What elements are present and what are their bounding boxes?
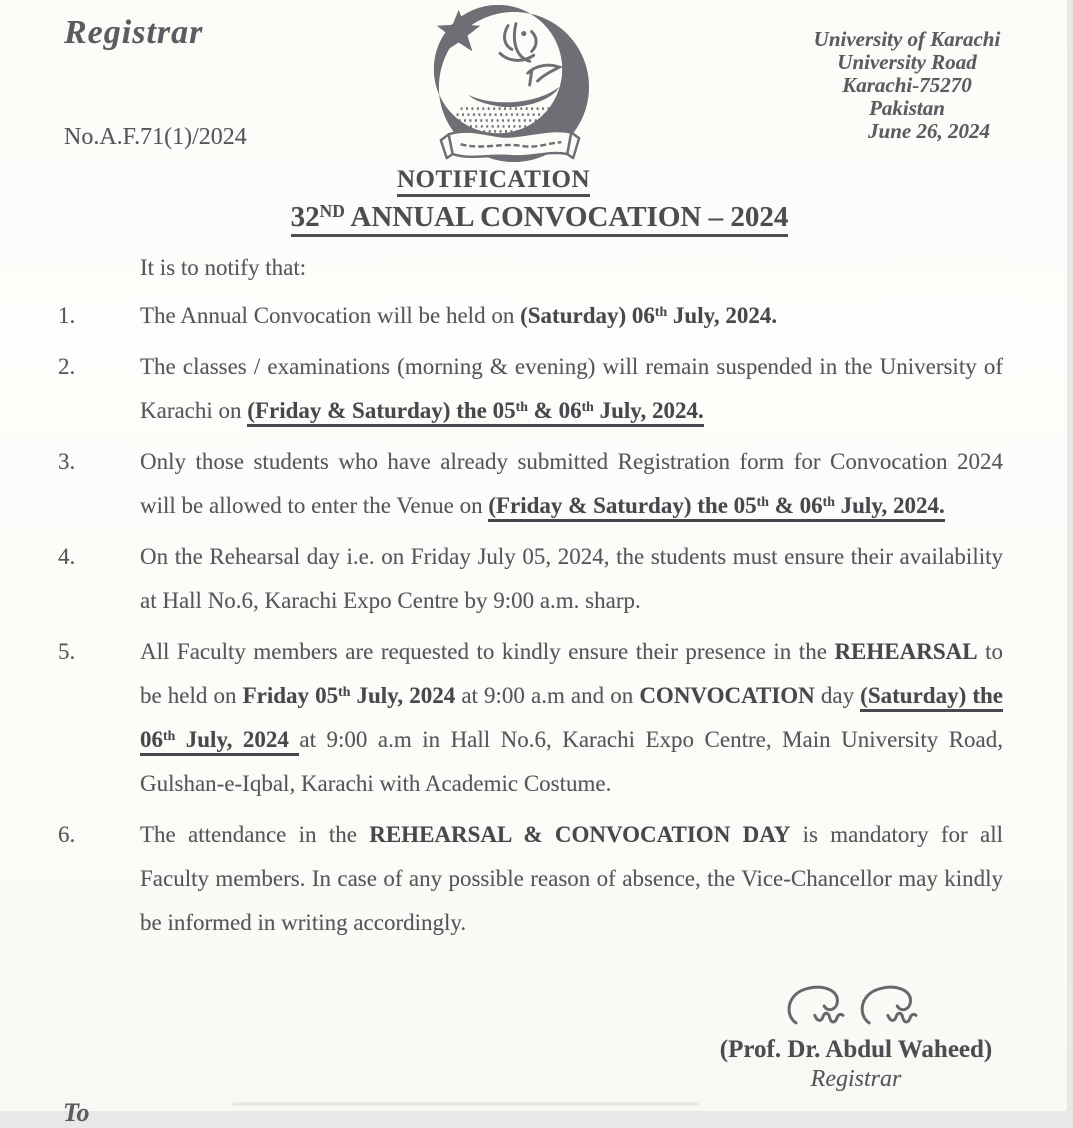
text-part: at 9:00 a.m in Hall No.6, Karachi Expo Centre, Main University Road, Gulshan-e-Iqbal, Karachi with Academic Costume. (140, 727, 1003, 796)
text-segment (140, 544, 1003, 613)
text-segment (247, 398, 703, 427)
text-segment (291, 201, 789, 233)
crescent-star-emblem-icon (412, 2, 600, 162)
text-part: All Faculty members are requested to kindly ensure their presence in the (140, 639, 835, 664)
text-part: Only those students who have already submitted Registration form for Convocation 2024 will be allowed to enter the Venue on (140, 449, 1003, 518)
text-segment (140, 822, 369, 847)
text-part: ANNUAL CONVOCATION – 2024 (344, 201, 789, 233)
ordinal-superscript: th (581, 399, 594, 415)
notification-item (58, 813, 1003, 945)
text-part: (Saturday) the 06 (140, 683, 1003, 752)
notification-list (58, 294, 1003, 945)
university-seal-logo (412, 2, 600, 162)
item-text (140, 813, 1003, 945)
notification-item (58, 630, 1003, 806)
signatory-title: Registrar (810, 1066, 902, 1092)
text-part: The attendance in the (140, 822, 370, 847)
text-part: to be held on (140, 639, 1004, 708)
text-segment (455, 683, 639, 708)
item-text (140, 630, 1003, 806)
text-part: day (814, 683, 861, 708)
text-part: & 06 (768, 493, 823, 518)
item-number: 2. (58, 354, 76, 379)
letter-date: June 26, 2024 (868, 119, 990, 143)
text-segment (488, 493, 944, 522)
text-segment (815, 683, 860, 708)
item-text (140, 440, 1003, 528)
text-part: On the Rehearsal day i.e. on Friday July 05, 2024, the students must ensure their availability at Hall No.6, Karachi Expo Centre by 9:00 a.m. sharp. (140, 544, 1003, 613)
registrar-header-label: Registrar (64, 14, 204, 51)
text-part: The Annual Convocation will be held on (140, 303, 521, 328)
address-block (778, 28, 1036, 143)
notification-heading: NOTIFICATION (0, 166, 1027, 194)
text-part: & 06 (527, 398, 582, 423)
text-part: 32 (290, 201, 320, 233)
text-part: REHEARSAL & CONVOCATION DAY (369, 822, 791, 847)
reference-number: No.A.F.71(1)/2024 (64, 124, 247, 150)
notification-item (58, 535, 1003, 623)
item-number: 3. (58, 449, 76, 474)
text-part: July, 2024 (350, 683, 456, 708)
text-part: (Saturday) 06 (520, 303, 655, 328)
text-part: July, 2024. (593, 398, 704, 423)
signatory-name: (Prof. Dr. Abdul Waheed) (719, 1036, 993, 1063)
text-part: REHEARSAL (834, 639, 978, 664)
address-line: University Road (837, 50, 977, 74)
address-line: Pakistan (869, 96, 945, 120)
text-segment (140, 303, 520, 328)
text-segment (834, 639, 977, 664)
text-part: CONVOCATION (639, 683, 815, 708)
item-number: 1. (58, 303, 76, 328)
item-number: 6. (58, 822, 76, 847)
convocation-heading (6, 201, 1073, 234)
signature-ink-icon (781, 980, 931, 1032)
ordinal-superscript: th (822, 494, 835, 510)
text-part: July, 2024. (834, 493, 945, 518)
address-line: Karachi-75270 (842, 73, 972, 97)
text-segment (140, 639, 834, 664)
intro-line: It is to notify that: (140, 255, 307, 280)
text-segment (369, 822, 790, 847)
text-part: (Friday & Saturday) the 05 (247, 398, 516, 423)
scan-artifact-line (233, 1103, 698, 1105)
notification-item (58, 440, 1003, 528)
text-segment (520, 303, 777, 328)
ordinal-superscript: th (654, 304, 668, 320)
text-segment (243, 683, 456, 708)
to-label: To (63, 1098, 90, 1127)
ordinal-superscript: th (756, 494, 769, 510)
item-number: 5. (58, 639, 76, 664)
notification-item (58, 345, 1003, 433)
text-part: (Friday & Saturday) the 05 (488, 493, 757, 518)
text-part: July, 2024. (667, 303, 778, 328)
item-text (140, 535, 1003, 623)
text-part: The classes / examinations (morning & evening) will remain suspended in the University of Karachi on (140, 354, 1003, 423)
ordinal-superscript: ND (319, 201, 345, 222)
item-number: 4. (58, 544, 76, 569)
address-line: University of Karachi (813, 27, 1001, 51)
text-part: Friday 05 (242, 683, 339, 708)
ordinal-superscript: th (338, 684, 351, 700)
notification-item (58, 294, 1003, 338)
text-part: at 9:00 a.m and on (455, 683, 640, 708)
ordinal-superscript: th (515, 399, 528, 415)
signature-block (700, 980, 1012, 1093)
text-part: is mandatory for all Faculty members. In case of any possible reason of absence, the Vice-Chancellor may kindly be informed in writing accordingly. (140, 822, 1003, 935)
item-text (140, 294, 1003, 338)
item-text (140, 345, 1003, 433)
text-part: July, 2024 (175, 727, 300, 752)
ordinal-superscript: th (163, 728, 176, 744)
text-segment (639, 683, 814, 708)
